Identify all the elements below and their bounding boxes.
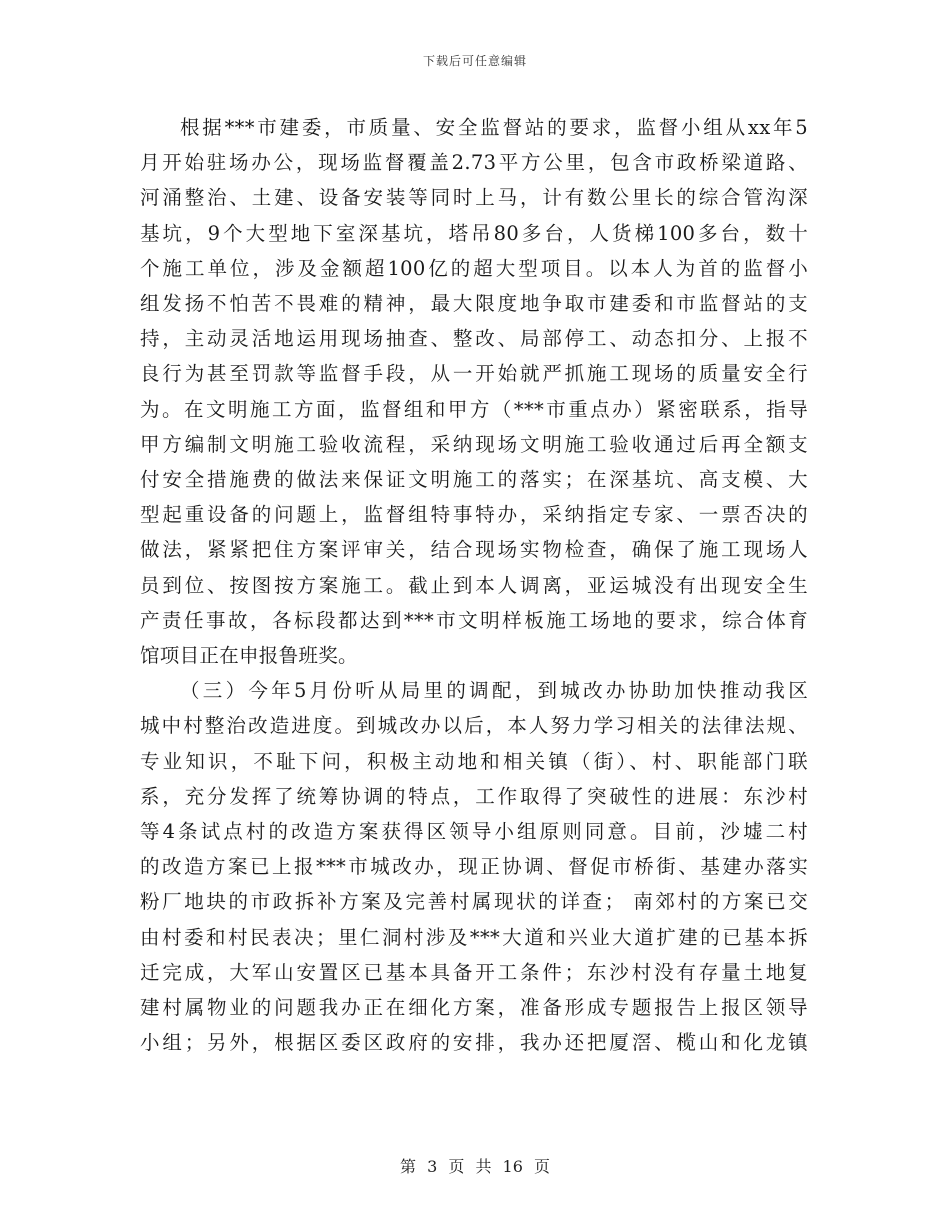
text-line: 迁完成，大军山安置区已基本具备开工条件；东沙村没有存量土地复 [140,960,808,984]
text-line: 员到位、按图按方案施工。截止到本人调离，亚运城没有出现安全生 [140,573,808,597]
page-header: 下载后可任意编辑 [422,54,527,68]
page-number-footer: 第 3 页 共 16 页 [400,1157,550,1176]
paragraph-2 [140,673,808,1060]
text-line: 做法，紧紧把住方案评审关，结合现场实物检查，确保了施工现场人 [140,538,808,562]
text-line: 等4条试点村的改造方案获得区领导小组原则同意。目前，沙墟二村 [140,820,808,844]
text-line: 月开始驻场办公，现场监督覆盖2.73平方公里，包含市政桥梁道路、 [140,151,808,175]
text-line: 根据***市建委，市质量、安全监督站的要求，监督小组从xx年5 [180,116,808,139]
text-line: 型起重设备的问题上，监督组特事特办，采纳指定专家、一票否决的 [140,503,808,527]
text-line: 组发扬不怕苦不畏难的精神，最大限度地争取市建委和市监督站的支 [140,292,808,316]
text-line: 系，充分发挥了统筹协调的特点，工作取得了突破性的进展：东沙村 [140,784,808,808]
text-line: 持，主动灵活地运用现场抽查、整改、局部停工、动态扣分、上报不 [140,327,808,351]
text-line: 小组；另外，根据区委区政府的安排，我办还把厦滘、榄山和化龙镇 [140,1031,808,1055]
text-line: （三）今年5月份听从局里的调配，到城改办协助加快推动我区 [180,679,808,703]
text-line: 粉厂地块的市政拆补方案及完善村属现状的详查； 南郊村的方案已交 [140,890,808,914]
text-line: 河涌整治、土建、设备安装等同时上马，计有数公里长的综合管沟深 [140,186,808,210]
text-line: 良行为甚至罚款等监督手段，从一开始就严抓施工现场的质量安全行 [140,362,808,386]
text-line: 的改造方案已上报***市城改办，现正协调、督促市桥街、基建办落实 [140,855,808,879]
text-line: 由村委和村民表决；里仁洞村涉及***大道和兴业大道扩建的已基本拆 [140,925,808,949]
text-line: 付安全措施费的做法来保证文明施工的落实；在深基坑、高支模、大 [140,468,808,492]
text-line: 建村属物业的问题我办正在细化方案，准备形成专题报告上报区领导 [140,996,808,1020]
text-line: 为。在文明施工方面，监督组和甲方（***市重点办）紧密联系，指导 [140,397,808,421]
document-body [140,110,808,1060]
text-line: 产责任事故，各标段都达到***市文明样板施工场地的要求，综合体育 [140,608,808,632]
paragraph-1 [140,110,808,673]
text-line: 个施工单位，涉及金额超100亿的超大型项目。以本人为首的监督小 [140,256,808,280]
text-line: 馆项目正在申报鲁班奖。 [140,644,358,668]
text-line: 城中村整治改造进度。到城改办以后，本人努力学习相关的法律法规、 [140,714,808,738]
text-line: 专业知识，不耻下问，积极主动地和相关镇（街）、村、职能部门联 [140,749,808,773]
text-line: 基坑，9个大型地下室深基坑，塔吊80多台，人货梯100多台，数十 [140,221,808,245]
text-line: 甲方编制文明施工验收流程，采纳现场文明施工验收通过后再全额支 [140,432,808,456]
